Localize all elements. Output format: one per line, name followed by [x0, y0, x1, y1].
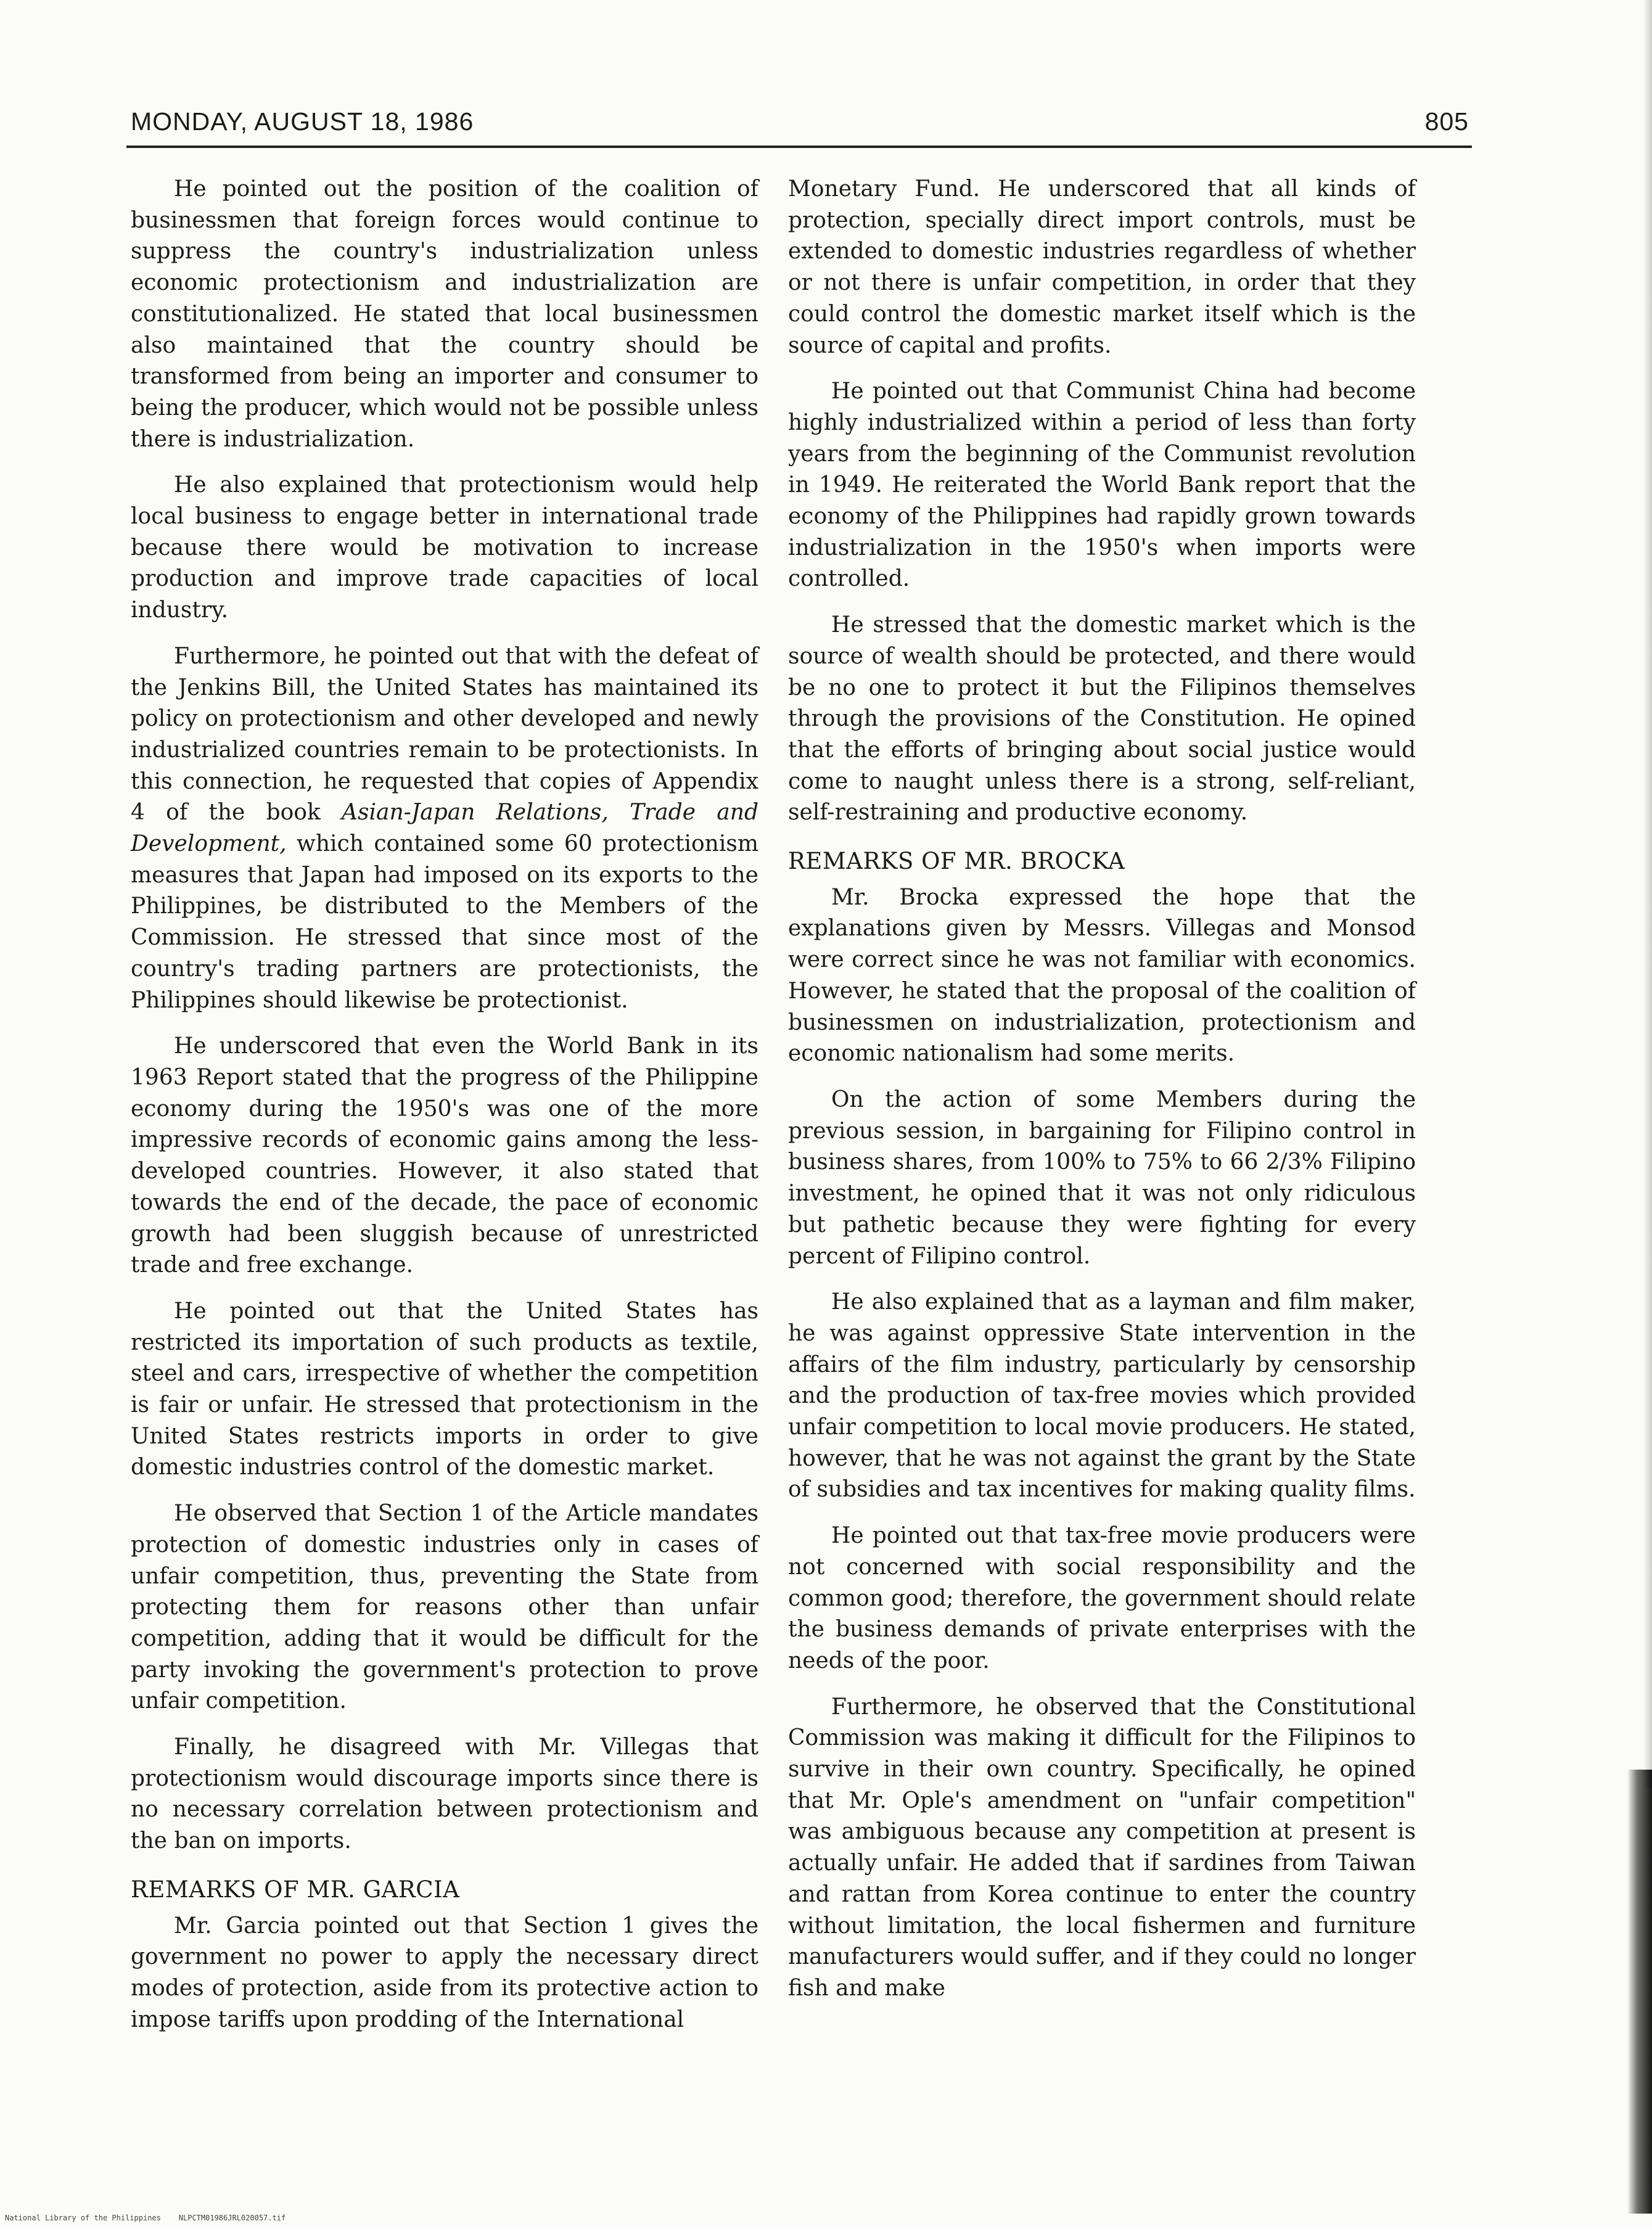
paragraph [131, 641, 758, 1016]
paragraph: He pointed out the position of the coalition of businessmen that foreign forces would continue to suppress the country's industrialization unless economic protectionism and industrialization are constitutionalized. He stated that local businessmen also maintained that the country should be transformed from being an importer and consumer to being the producer, which would not be possible unless there is industrialization. [131, 176, 758, 452]
section-heading-brocka: REMARKS OF MR. BROCKA [788, 848, 1125, 875]
paragraph-text: which contained some 60 protectionism measures that Japan had imposed on its exports to the Philippines, be distributed to the Members of the Commission. He stressed that since most of the country's trading partners are protectionists, the Philippines should likewise be protectionist. [131, 831, 758, 1013]
footer-file: NLPCTM01986JRL020057.tif [178, 2214, 286, 2222]
paragraph: Furthermore, he observed that the Constitutional Commission was making it difficult for the Filipinos to survive in their own country. Specifically, he opined that Mr. Ople's amendment on "unfair competition" was ambiguous because any competition at present is actually unfair. He added that if sardines from Taiwan and rattan from Korea continue to enter the country without limitation, the local fishermen and furniture manufacturers would suffer, and if they could no longer fish and make [788, 1694, 1416, 2001]
paragraph: Mr. Brocka expressed the hope that the explanations given by Messrs. Villegas and Monsod were correct since he was not familiar with economics. However, he stated that the proposal of the coalition of businessmen on industrialization, protectionism and economic nationalism had some merits. [788, 884, 1416, 1067]
paragraph: He also explained that as a layman and film maker, he was against oppressive State intervention in the affairs of the film industry, particularly by censorship and the production of tax-free movies which provided unfair competition to local movie producers. He stated, however, that he was not against the grant by the State of subsidies and tax incentives for making quality films. [788, 1289, 1416, 1503]
scan-footer [5, 2214, 286, 2222]
scan-shadow [1643, 0, 1652, 1788]
page-header [131, 102, 1469, 146]
footer-library: National Library of the Philippines [5, 2214, 161, 2222]
book-title: Asian-Japan Relations, Trade and Development, [131, 800, 759, 857]
right-column [788, 174, 1416, 2019]
paragraph: He pointed out that tax-free movie producers were not concerned with social responsibility and the common good; therefore, the government should relate the business demands of private enterprises with the needs of the poor. [788, 1523, 1416, 1673]
header-date: MONDAY, AUGUST 18, 1986 [131, 107, 474, 136]
left-column [131, 174, 758, 2050]
paragraph: Monetary Fund. He underscored that all kinds of protection, specially direct import controls, must be extended to domestic industries regardless of whether or not there is unfair competition, in order that they could control the domestic market itself which is the source of capital and profits. [788, 176, 1416, 358]
paragraph: He observed that Section 1 of the Article mandates protection of domestic industries only in cases of unfair competition, thus, preventing the State from protecting them for reasons other than unfair competition, adding that it would be difficult for the party invoking the government's protection to prove unfair competition. [131, 1501, 758, 1714]
paragraph: On the action of some Members during the previous session, in bargaining for Filipino control in business shares, from 100% to 75% to 66 2/3% Filipino investment, he opined that it was not only ridiculous but pathetic because they were fighting for every percent of Filipino control. [788, 1086, 1416, 1269]
paragraph: He underscored that even the World Bank in its 1963 Report stated that the progress of the Philippine economy during the 1950's was one of the more impressive records of economic gains among the less-developed countries. However, it also stated that towards the end of the decade, the pace of economic growth had been sluggish because of unrestricted trade and free exchange. [131, 1033, 758, 1278]
paragraph: Finally, he disagreed with Mr. Villegas that protectionism would discourage imports since there is no necessary correlation between protectionism and the ban on imports. [131, 1734, 758, 1854]
paragraph: He stressed that the domestic market which is the source of wealth should be protected, and there would be no one to protect it but the Filipinos themselves through the provisions of the Constitution. He opined that the efforts of bringing about social justice would come to naught unless there is a strong, self-reliant, self-restraining and productive economy. [788, 612, 1416, 826]
paragraph: He pointed out that Communist China had become highly industrialized within a period of less than forty years from the beginning of the Communist revolution in 1949. He reiterated the World Bank report that the economy of the Philippines had rapidly grown towards industrialization in the 1950's when imports were controlled. [788, 379, 1416, 592]
paragraph: He pointed out that the United States has restricted its importation of such products as textile, steel and cars, irrespective of whether the competition is fair or unfair. He stressed that protectionism in the United States restricts imports in order to give domestic industries control of the domestic market. [131, 1298, 758, 1480]
paragraph-text: Furthermore, he pointed out that with the defeat of the Jenkins Bill, the United States has maintained its policy on protectionism and other developed and newly industrialized countries remain to be protectionists. In this connection, he requested that copies of Appendix 4 of the book [131, 643, 758, 826]
paragraph: He also explained that protectionism would help local business to engage better in international trade because there would be motivation to increase production and improve trade capacities of local industry. [131, 472, 758, 623]
page-number: 805 [1424, 107, 1469, 136]
header-rule [126, 146, 1472, 148]
paragraph: Mr. Garcia pointed out that Section 1 gives the government no power to apply the necessary direct modes of protection, aside from its protective action to impose tariffs upon prodding of the International [131, 1913, 758, 2032]
section-heading-garcia: REMARKS OF MR. GARCIA [131, 1876, 460, 1903]
scan-edge-shadow [1627, 1770, 1652, 2214]
